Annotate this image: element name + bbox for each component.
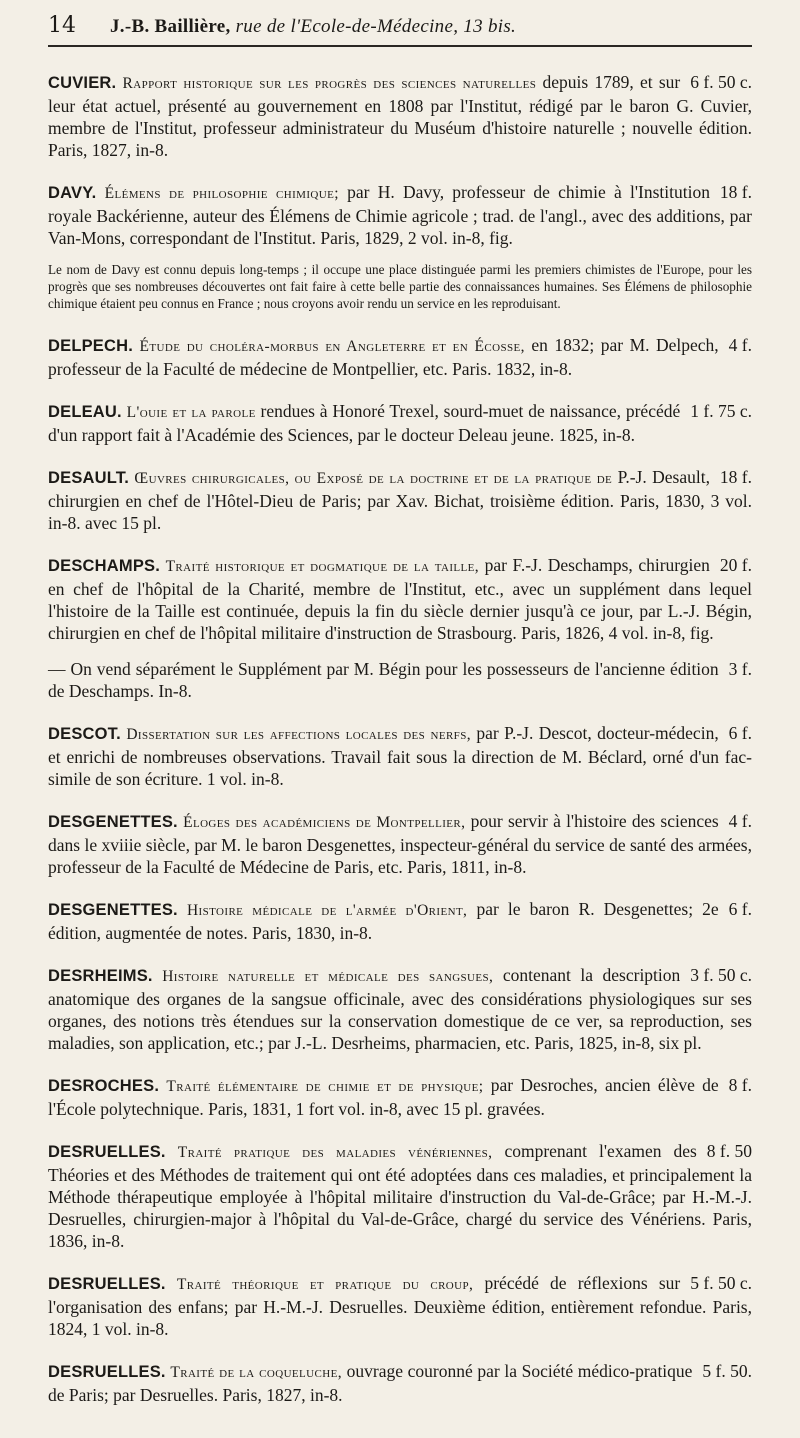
- entry-price: 8 f.: [728, 1075, 752, 1095]
- entry-title: Dissertation sur les affections locales des nerfs,: [126, 726, 471, 743]
- entry-description: par H. Davy, professeur de chimie à l'Institution royale Backérienne, auteur des Élémens de Chimie agricole ; trad. de l'angl., avec des additions, par Van-Mons, correspondant de l'Institut. Paris, 1829, 2 vol. in-8, fig.: [48, 182, 752, 248]
- catalogue-entry: [48, 810, 752, 878]
- entry-description: rendues à Honoré Trexel, sourd-muet de naissance, précédé d'un rapport fait à l'Académie des Sciences, par le docteur Deleau jeune. 1825, in-8.: [48, 401, 681, 445]
- catalogue-entry: [48, 722, 752, 790]
- entry-description: comprenant l'examen des Théories et des Méthodes de traitement qui ont été adoptées dans ces maladies, et principalement la Méthode thérapeutique employée à l'hôpital militaire d'instruction du Val-de-Grâce; par H.-M.-J. Desruelles, chirurgien-major à l'hôpital du Val-de-Grâce, chargé du service des Vénériens. Paris, 1836, in-8.: [48, 1141, 752, 1251]
- entry-author: DELPECH.: [48, 337, 134, 355]
- entry-title: Éloges des académiciens de Montpellier,: [183, 814, 466, 831]
- entry-price: 3 f. 50 c.: [690, 965, 752, 985]
- entry-author: DESGENETTES.: [48, 901, 178, 919]
- entry-title: Traité de la coqueluche,: [170, 1364, 342, 1381]
- header-rule: [48, 45, 752, 47]
- page-header: [48, 14, 752, 39]
- supplement-text: — On vend séparément le Supplément par M. Bégin pour les possesseurs de l'ancienne édition de Deschamps. In-8.: [48, 659, 719, 701]
- publisher-name: J.-B. Baillière: [110, 16, 226, 37]
- entry-price: 20 f.: [719, 555, 752, 575]
- catalogue-entry: [48, 400, 752, 446]
- entry-price: 4 f.: [728, 335, 752, 355]
- catalogue-entry: [48, 1360, 752, 1406]
- entry-title: Étude du choléra-morbus en Angleterre et en Écosse,: [139, 338, 525, 355]
- running-title: J.-B. Baillière, rue de l'Ecole-de-Médecine, 13 bis.: [110, 16, 517, 37]
- entry-description: contenant la description anatomique des organes de la sangsue officinale, avec des considérations physiologiques sur ses organes, des notions très étendues sur la conservation domestique de ce ver, sa reproduction, ses maladies, son application, etc.; par J.-L. Desrheims, pharmacien, etc. Paris, 1825, in-8, six pl.: [48, 965, 752, 1053]
- entry-author: DESROCHES.: [48, 1077, 160, 1095]
- entry-price: 5 f. 50.: [702, 1361, 752, 1381]
- catalogue-entry: [48, 181, 752, 249]
- catalogue-entry: [48, 334, 752, 380]
- entry-title: Traité élémentaire de chimie et de physique;: [166, 1078, 484, 1095]
- catalogue-entry: [48, 1074, 752, 1120]
- entry-price: 18 f.: [719, 182, 752, 202]
- entry-price: 6 f.: [728, 899, 752, 919]
- entry-price: 1 f. 75 c.: [690, 401, 752, 421]
- entry-price: 5 f. 50 c.: [690, 1273, 752, 1293]
- entry-description: par le baron R. Desgenettes; 2e édition, augmentée de notes. Paris, 1830, in-8.: [48, 899, 719, 943]
- entry-title: Rapport historique sur les progrès des sciences naturelles: [122, 75, 537, 92]
- entry-title: Histoire naturelle et médicale des sangsues,: [162, 968, 494, 985]
- entry-author: DESRHEIMS.: [48, 967, 153, 985]
- catalogue-entry: [48, 1140, 752, 1252]
- entry-author: DESAULT.: [48, 469, 130, 487]
- entry-author: DESRUELLES.: [48, 1143, 166, 1161]
- entry-description: depuis 1789, et sur leur état actuel, présenté au gouvernement en 1808 par l'Institut, rédigé par le baron G. Cuvier, membre de l'Institut, professeur administrateur du Muséum d'histoire naturelle ; nouvelle édition. Paris, 1827, in-8.: [48, 72, 752, 160]
- entry-description: précédé de réflexions sur l'organisation des enfans; par H.-M.-J. Desruelles. Deuxième édition, entièrement refondue. Paris, 1824, 1 vol. in-8.: [48, 1273, 752, 1339]
- entry-author: DESCOT.: [48, 725, 121, 743]
- entry-title: Traité théorique et pratique du croup,: [176, 1276, 474, 1293]
- catalogue-entry: [48, 1272, 752, 1340]
- page-number: 14: [48, 13, 76, 38]
- supplement-note: [48, 658, 752, 702]
- entry-price: 6 f. 50 c.: [690, 72, 752, 92]
- entry-description: P.-J. Desault, chirurgien en chef de l'Hôtel-Dieu de Paris; par Xav. Bichat, troisième édition. Paris, 1830, 3 vol. in-8. avec 15 pl.: [48, 467, 752, 533]
- entry-author: CUVIER.: [48, 74, 117, 92]
- entry-title: Traité pratique des maladies vénériennes,: [177, 1144, 493, 1161]
- entry-price: 18 f.: [719, 467, 752, 487]
- entry-author: DELEAU.: [48, 403, 122, 421]
- entry-price: 8 f. 50: [706, 1141, 752, 1161]
- catalogue-entry: [48, 71, 752, 161]
- entry-title: Œuvres chirurgicales, ou Exposé de la doctrine et de la pratique de: [134, 470, 613, 487]
- entry-description: par P.-J. Descot, docteur-médecin, et enrichi de nombreuses observations. Travail fait sous la direction de M. Béclard, orné d'un fac-simile de son écriture. 1 vol. in-8.: [48, 723, 752, 789]
- entry-title: Histoire médicale de l'armée d'Orient,: [186, 902, 468, 919]
- entry-price: 4 f.: [728, 811, 752, 831]
- entry-author: DESGENETTES.: [48, 813, 178, 831]
- entry-author: DESRUELLES.: [48, 1363, 166, 1381]
- entry-title: Traité historique et dogmatique de la taille,: [165, 558, 480, 575]
- entry-description: en 1832; par M. Delpech, professeur de la Faculté de médecine de Montpellier, etc. Paris. 1832, in-8.: [48, 335, 719, 379]
- publisher-address: rue de l'Ecole-de-Médecine, 13 bis.: [235, 16, 517, 37]
- entry-price: 6 f.: [728, 723, 752, 743]
- catalogue-entry: [48, 898, 752, 944]
- entry-description: pour servir à l'histoire des sciences dans le xviiie siècle, par M. le baron Desgenettes, inspecteur-général du service de santé des armées, professeur de la Faculté de Médecine de Paris, etc. Paris, 1811, in-8.: [48, 811, 752, 877]
- entry-title: L'ouie et la parole: [126, 404, 256, 421]
- editorial-note: Le nom de Davy est connu depuis long-temps ; il occupe une place distinguée parmi les premiers chimistes de l'Europe, pour les progrès que ses nombreuses découvertes ont fait faire à cette belle partie des connaissances humaines. Ses Élémens de philosophie chimique étaient peu connus en France ; nous croyons avoir rendu un service en les reproduisant.: [48, 262, 752, 311]
- entry-description: par Desroches, ancien élève de l'École polytechnique. Paris, 1831, 1 fort vol. in-8, avec 15 pl. gravées.: [48, 1075, 719, 1119]
- entry-description: par F.-J. Deschamps, chirurgien en chef de l'hôpital de la Charité, membre de l'Institut, etc., avec un supplément dans lequel l'histoire de la Taille est continuée, depuis la fin du siècle dernier jusqu'à ce jour, par L.-J. Bégin, chirurgien en chef de l'hôpital militaire d'instruction de Strasbourg. Paris, 1826, 4 vol. in-8, fig.: [48, 555, 752, 643]
- catalogue-entry: [48, 964, 752, 1054]
- catalogue-entry: [48, 554, 752, 644]
- catalogue-entry: [48, 466, 752, 534]
- entry-title: Élémens de philosophie chimique;: [104, 185, 339, 202]
- entry-author: DESRUELLES.: [48, 1275, 166, 1293]
- entry-description: ouvrage couronné par la Société médico-pratique de Paris; par Desruelles. Paris, 1827, in-8.: [48, 1361, 693, 1405]
- entry-author: DAVY.: [48, 184, 97, 202]
- entry-author: DESCHAMPS.: [48, 557, 161, 575]
- supplement-price: 3 f.: [728, 659, 752, 679]
